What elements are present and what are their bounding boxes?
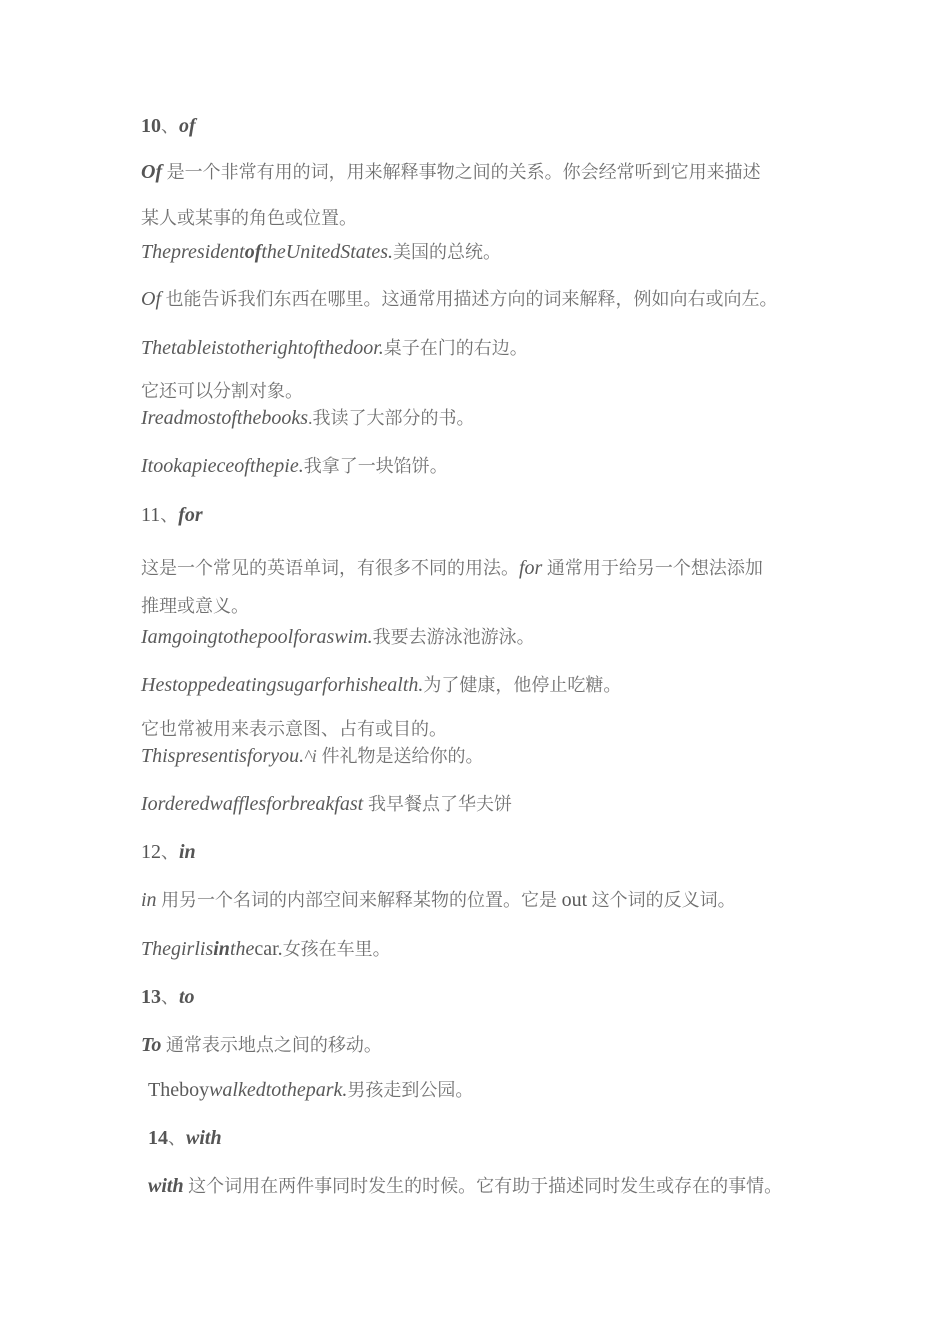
example-en: car. (254, 938, 283, 960)
section-word: of (179, 115, 196, 137)
def-text: 这个词的反义词。 (591, 890, 736, 910)
example-en: Iamgoingtothepoolforaswim. (141, 626, 373, 648)
section-word: for (178, 504, 203, 526)
def-word: To (141, 1034, 162, 1056)
note-text: 也能告诉我们东西在哪里。这通常用描述方向的词来解释，例如向右或向左。 (165, 289, 778, 309)
note-line (141, 287, 778, 311)
example-line (141, 240, 501, 265)
example-line (141, 625, 535, 650)
def-text: 是一个非常有用的词，用来解释事物之间的关系。你会经常听到它用来描述 (166, 162, 761, 182)
separator: 、 (161, 987, 179, 1007)
section-number: 14 (148, 1127, 168, 1149)
def-text: 通常用于给另一个想法添加 (546, 558, 763, 578)
example-line (141, 792, 512, 817)
section-heading-12 (141, 840, 196, 864)
definition-line-2: 某人或某事的角色或位置。 (141, 208, 357, 228)
def-text: 这个词用在两件事同时发生的时候。它有助于描述同时发生或存在的事情。 (188, 1176, 783, 1196)
example-en: the (229, 938, 255, 960)
definition-line (141, 888, 736, 912)
note-line: 它也常被用来表示意图、占有或目的。 (141, 719, 447, 739)
section-heading-11 (141, 503, 203, 527)
definition-line (141, 1033, 382, 1057)
example-line (141, 336, 528, 361)
example-cn: 为了健康，他停止吃糖。 (423, 675, 622, 695)
example-cn: 我早餐点了华夫饼 (367, 794, 512, 814)
example-cn: 女孩在车里。 (282, 939, 391, 959)
definition-line-2: 推理或意义。 (141, 596, 249, 616)
def-text: 通常表示地点之间的移动。 (165, 1035, 382, 1055)
example-en: Thetableistotherightofthedoor. (141, 337, 384, 359)
example-en: Iorderedwafflesforbreakfast (141, 793, 364, 815)
section-heading-10 (141, 114, 196, 138)
example-en: theUnitedStates. (261, 241, 394, 263)
example-line (141, 406, 475, 431)
example-cn: 我要去游泳池游泳。 (372, 627, 535, 647)
example-cn: 美国的总统。 (393, 242, 502, 262)
example-cn: 桌子在门的右边。 (383, 338, 528, 358)
def-word: Of (141, 161, 163, 183)
example-key-word: of (244, 241, 262, 263)
definition-line (141, 160, 761, 184)
section-word: with (186, 1127, 222, 1149)
example-cn: 我拿了一块馅饼。 (303, 456, 448, 476)
note-line: 它还可以分割对象。 (141, 381, 303, 401)
section-number: 11 (141, 504, 161, 526)
example-en: Theboy (148, 1079, 210, 1101)
section-number: 13 (141, 986, 161, 1008)
section-word: in (179, 841, 196, 863)
example-cn: 件礼物是送给你的。 (321, 746, 484, 766)
separator: 、 (161, 116, 179, 136)
example-en: Thepresident (141, 241, 245, 263)
example-artifact: ^i (304, 746, 317, 766)
example-cn: .我读了大部分的书。 (308, 408, 475, 428)
example-en: Thegirlis (141, 938, 214, 960)
section-number: 10 (141, 115, 161, 137)
separator: 、 (161, 842, 179, 862)
section-heading-14 (148, 1126, 222, 1150)
example-line (141, 744, 484, 769)
example-en: walkedtothepark. (209, 1079, 348, 1101)
example-line (141, 937, 391, 962)
example-line (141, 673, 621, 698)
def-text: 用另一个名词的内部空间来解释某物的位置。它是 (161, 890, 558, 910)
example-en: Hestoppedeatingsugarforhishealth. (141, 674, 424, 696)
separator: 、 (168, 1128, 186, 1148)
separator: 、 (160, 505, 179, 525)
example-cn: 男孩走到公园。 (347, 1080, 474, 1100)
def-text: 这是一个常见的英语单词，有很多不同的用法。 (141, 558, 519, 578)
definition-line (148, 1174, 782, 1198)
example-en: Thispresentisforyou. (141, 745, 305, 767)
def-antonym: out (561, 889, 588, 911)
note-word: Of (141, 288, 161, 310)
section-heading-13 (141, 985, 195, 1009)
example-en: Itookapieceofthepie. (141, 455, 304, 477)
def-word: with (148, 1175, 184, 1197)
def-word: in (141, 889, 157, 911)
example-key-word: in (213, 938, 230, 960)
example-en: Ireadmostofthebooks (141, 407, 309, 429)
section-number: 12 (141, 841, 161, 863)
definition-line (141, 556, 763, 580)
def-word: for (519, 557, 543, 579)
example-line (148, 1078, 473, 1103)
section-word: to (179, 986, 195, 1008)
example-line (141, 454, 448, 479)
